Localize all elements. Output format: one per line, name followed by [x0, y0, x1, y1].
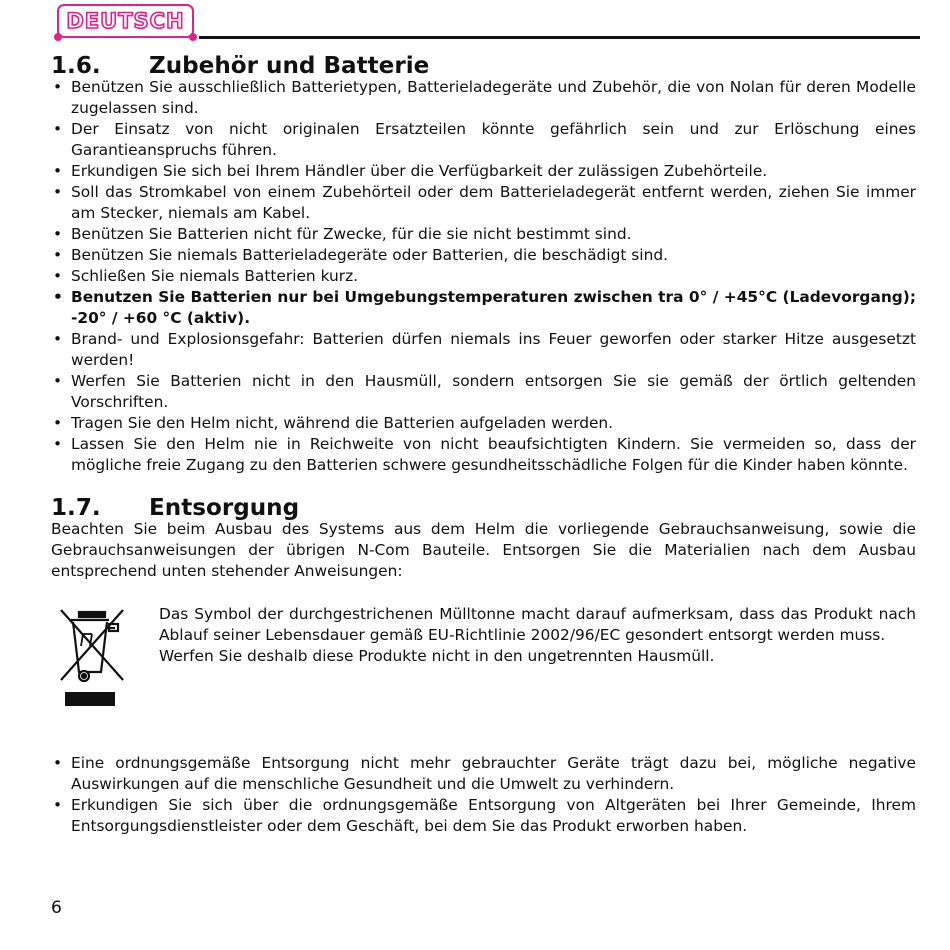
list-item: • Eine ordnungsgemäße Entsorgung nicht mehr gebrauchter Geräte trägt dazu bei, mögliche negative Auswirkungen auf die menschliche Gesundheit und die Umwelt zu verhindern.: [51, 753, 916, 795]
page-content: [51, 53, 916, 837]
section-number: 1.7.: [51, 495, 101, 521]
list-item: • Benützen Sie ausschließlich Batterietypen, Batterieladegeräte und Zubehör, die von Nolan für deren Modelle zugelassen sind.: [51, 77, 916, 119]
weee-text: [159, 604, 916, 714]
battery-safety-list: [51, 77, 916, 476]
crossed-out-wheelie-bin-icon: [51, 604, 159, 714]
section-heading-1-6: [51, 53, 916, 79]
disposal-intro: Beachten Sie beim Ausbau des Systems aus dem Helm die vorliegende Gebrauchsanweisung, sowie die Gebrauchsanweisungen der übrigen N-Com Bauteile. Entsorgen Sie die Materialien nach dem Ausbau entsprechend unten stehender Anweisungen:: [51, 520, 916, 580]
language-badge: [57, 4, 194, 38]
page-number: 6: [51, 898, 62, 918]
section-number: 1.6.: [51, 53, 101, 79]
section-heading-1-7: [51, 495, 916, 521]
list-item-temperature-warning: • Benutzen Sie Batterien nur bei Umgebungstemperaturen zwischen tra 0° / +45°C (Ladevorgang); -20° / +60 °C (aktiv).: [51, 287, 916, 329]
section-title: Zubehör und Batterie: [149, 53, 430, 79]
list-item: • Schließen Sie niemals Batterien kurz.: [51, 266, 916, 287]
header-rule: [199, 36, 920, 39]
list-item: • Benützen Sie Batterien nicht für Zwecke, für die sie nicht bestimmt sind.: [51, 224, 916, 245]
list-item: • Benützen Sie niemals Batterieladegeräte oder Batterien, die beschädigt sind.: [51, 245, 916, 266]
language-label: DEUTSCH: [66, 9, 185, 33]
page-header: [57, 4, 920, 44]
list-item: • Erkundigen Sie sich bei Ihrem Händler über die Verfügbarkeit der zulässigen Zubehörteile.: [51, 161, 916, 182]
disposal-list: [51, 753, 916, 837]
weee-notice: [51, 604, 916, 714]
weee-paragraph: Werfen Sie deshalb diese Produkte nicht in den ungetrennten Hausmüll.: [159, 647, 715, 665]
list-item: • Der Einsatz von nicht originalen Ersatzteilen könnte gefährlich sein und zur Erlöschung eines Garantieanspruchs führen.: [51, 119, 916, 161]
section-title: Entsorgung: [149, 495, 300, 521]
list-item: • Brand- und Explosionsgefahr: Batterien dürfen niemals ins Feuer geworfen oder starker Hitze ausgesetzt werden!: [51, 329, 916, 371]
list-item: • Soll das Stromkabel von einem Zubehörteil oder dem Batterieladegerät entfernt werden, ziehen Sie immer am Stecker, niemals am Kabel.: [51, 182, 916, 224]
list-item: • Erkundigen Sie sich über die ordnungsgemäße Entsorgung von Altgeräten bei Ihrer Gemeinde, Ihrem Entsorgungsdienstleister oder dem Geschäft, bei dem Sie das Produkt erworben haben.: [51, 795, 916, 837]
list-item: • Lassen Sie den Helm nie in Reichweite von nicht beaufsichtigten Kindern. Sie vermeiden so, dass der mögliche freie Zugang zu den Batterien schwere gesundheitsschädliche Folgen für die Kinder haben könnte.: [51, 434, 916, 476]
weee-paragraph: Das Symbol der durchgestrichenen Mülltonne macht darauf aufmerksam, dass das Produkt nach Ablauf seiner Lebensdauer gemäß EU-Richtlinie 2002/96/EC gesondert entsorgt werden muss.: [159, 605, 916, 644]
list-item: • Tragen Sie den Helm nicht, während die Batterien aufgeladen werden.: [51, 413, 916, 434]
list-item: • Werfen Sie Batterien nicht in den Hausmüll, sondern entsorgen Sie sie gemäß der örtlich geltenden Vorschriften.: [51, 371, 916, 413]
